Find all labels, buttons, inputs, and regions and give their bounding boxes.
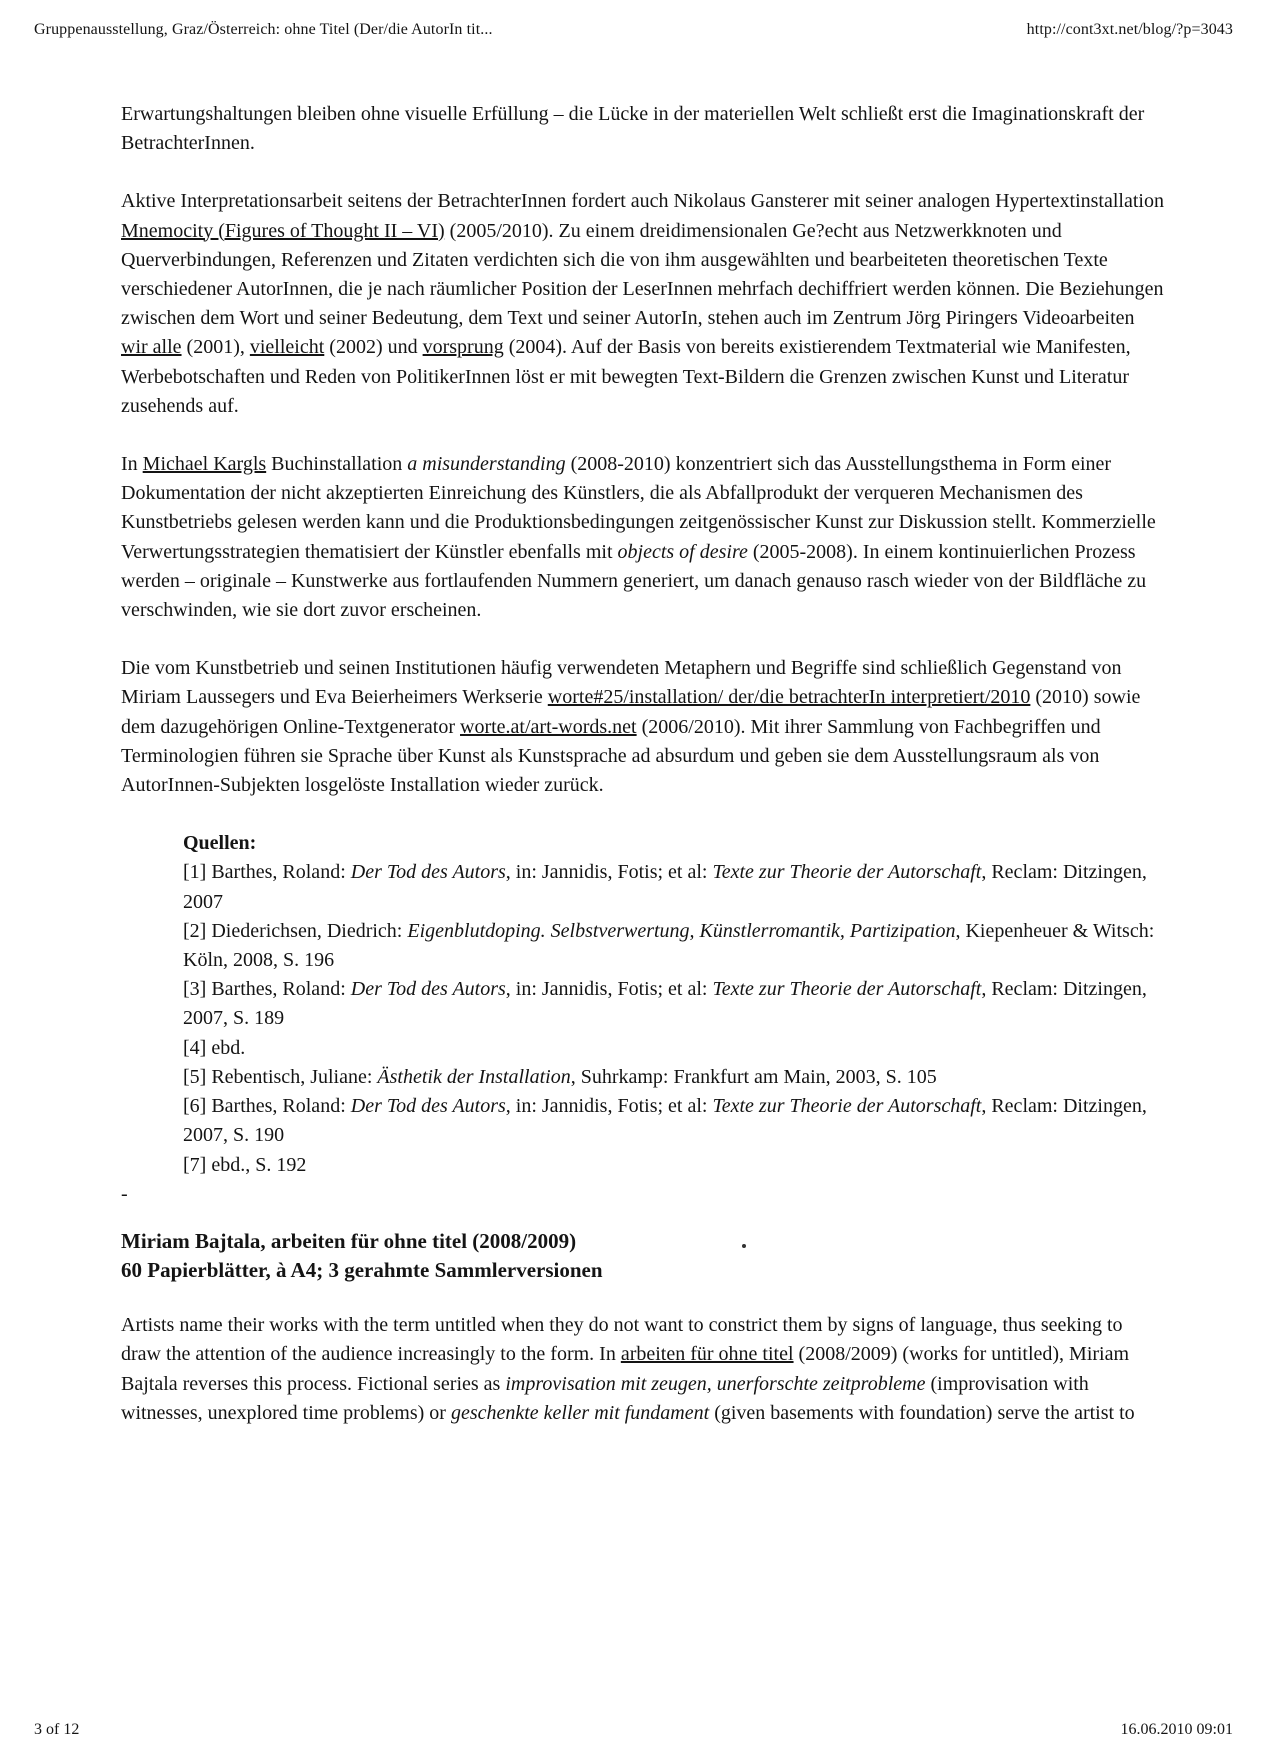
text-segment: (2008/2009) (works for untitled), Miriam Bajtala reverses this process. Fictional series as (121, 1343, 1130, 1395)
sources-list (183, 829, 1166, 1179)
text-segment: Die vom Kunstbetrieb und seinen Institutionen häufig verwendeten Metaphern und Begriffe sind schließlich Gegenstand von Miriam Laussegers und Eva Beierheimers Werkserie (121, 657, 1122, 709)
work-title: a misunderstanding (407, 453, 566, 476)
print-datetime: 16.06.2010 09:01 (1120, 1721, 1233, 1738)
source-item (183, 1092, 1166, 1150)
link-arbeiten-fuer-ohne-titel[interactable]: arbeiten für ohne titel (620, 1343, 794, 1366)
source-text: , Reclam: Ditzingen, 2007, S. 189 (183, 978, 1147, 1030)
text-segment: (2002) und (324, 336, 423, 359)
page-header-title: Gruppenausstellung, Graz/Österreich: ohne Titel (Der/die AutorIn tit... (34, 21, 493, 38)
source-title: Texte zur Theorie der Autorschaft (712, 1095, 982, 1118)
source-text: , Reclam: Ditzingen, 2007, S. 190 (183, 1095, 1147, 1147)
text-segment: Buchinstallation (266, 453, 408, 476)
source-text: , in: Jannidis, Fotis; et al: (505, 861, 713, 884)
text-segment: (2005-2008). In einem kontinuierlichen Prozess werden – originale – Kunstwerke aus fortlaufenden Nummern generiert, um danach genauso rasch wieder von der Bildfläche zu verschwinden, wie sie dort zuvor erscheinen. (121, 540, 1147, 622)
text-segment: (2008-2010) konzentriert sich das Ausstellungsthema in Form einer Dokumentation der nicht akzeptierten Einreichung des Künstlers, die als Abfallprodukt der verqueren Mechanismen des Kunstbetriebs gelesen werden kann und die Produktionsbedingungen zeitgenössischer Kunst zur Diskussion stellt. Kommerzielle Verwertungsstrategien thematisiert der Künstler ebenfalls mit (121, 453, 1156, 563)
text-segment: Artists name their works with the term untitled when they do not want to constrict them by signs of language, thus seeking to draw the attention of the audience increasingly to the form. In (121, 1314, 1123, 1366)
text-segment: (2010) sowie dem dazugehörigen Online-Textgenerator (121, 686, 1141, 738)
text-segment: (2006/2010). Mit ihrer Sammlung von Fachbegriffen und Terminologien führen sie Sprache über Kunst als Kunstsprache ad absurdum und geben sie dem Ausstellungsraum als von AutorInnen-Subjekten losgelöste Installation wieder zurück. (121, 715, 1101, 797)
link-mnemocity[interactable]: Mnemocity (Figures of Thought II – VI) (121, 219, 445, 242)
work-title: improvisation mit zeugen, unerforschte zeitprobleme (505, 1372, 926, 1395)
source-item: [7] ebd., S. 192 (183, 1153, 307, 1176)
source-author: [6] Barthes, Roland: (183, 1095, 351, 1118)
source-title: Texte zur Theorie der Autorschaft (712, 861, 982, 884)
source-title: Texte zur Theorie der Autorschaft (712, 978, 982, 1001)
page-header-url: http://cont3xt.net/blog/?p=3043 (1026, 21, 1233, 38)
work-title: geschenkte keller mit fundament (450, 1401, 710, 1424)
paragraph-kargl (121, 450, 1166, 625)
source-author: [2] Diederichsen, Diedrich: (183, 919, 408, 942)
separator-dash: - (121, 1182, 128, 1205)
source-text: , Reclam: Ditzingen, 2007 (183, 861, 1147, 913)
source-item (183, 917, 1166, 975)
paragraph-gansterer-piringer (121, 187, 1166, 421)
source-title: Der Tod des Autors (350, 861, 506, 884)
link-art-words[interactable]: worte.at/art-words.net (460, 715, 637, 738)
source-text: , Kiepenheuer & Witsch: Köln, 2008, S. 196 (183, 919, 1155, 972)
source-item (183, 975, 1166, 1033)
text-segment: (improvisation with witnesses, unexplored time problems) or (121, 1372, 1089, 1424)
link-wir-alle[interactable]: wir alle (121, 336, 182, 359)
link-vorsprung[interactable]: vorsprung (422, 336, 504, 359)
text-segment: (2001), (181, 336, 250, 359)
paragraph-lausseger-beierheimer (121, 654, 1166, 800)
section-heading-line: Miriam Bajtala, arbeiten für ohne titel (2008/2009) (121, 1228, 577, 1253)
source-title: Ästhetik der Installation (377, 1065, 571, 1088)
source-item (183, 1063, 1166, 1092)
page-number: 3 of 12 (34, 1721, 80, 1738)
text-segment: In (121, 453, 143, 476)
sources-heading: Quellen: (183, 832, 257, 855)
source-item: [4] ebd. (183, 1036, 246, 1059)
section-heading-line: 60 Papierblätter, à A4; 3 gerahmte Sammlerversionen (121, 1257, 603, 1282)
source-text: , Suhrkamp: Frankfurt am Main, 2003, S. 105 (570, 1065, 937, 1088)
text-segment: Aktive Interpretationsarbeit seitens der BetrachterInnen fordert auch Nikolaus Gansterer mit seiner analogen Hypertextinstallation (121, 190, 1164, 213)
source-item (183, 858, 1166, 916)
source-author: [5] Rebentisch, Juliane: (183, 1065, 378, 1088)
source-title: Der Tod des Autors (350, 1095, 506, 1118)
link-vielleicht[interactable]: vielleicht (249, 336, 325, 359)
text-segment: (2004). Auf der Basis von bereits existierendem Textmaterial wie Manifesten, Werbebotschaften und Reden von PolitikerInnen löst er mit bewegten Text-Bildern die Grenzen zwischen Kunst und Literatur zusehends auf. (121, 336, 1131, 417)
work-title: objects of desire (617, 540, 748, 563)
source-text: , in: Jannidis, Fotis; et al: (505, 978, 713, 1001)
source-title: Der Tod des Autors (350, 978, 506, 1001)
source-text: , in: Jannidis, Fotis; et al: (505, 1095, 713, 1118)
article-body (121, 100, 1166, 1457)
source-title: Eigenblutdoping. Selbstverwertung, Künstlerromantik, Partizipation (407, 919, 956, 942)
section-heading (121, 1227, 1166, 1285)
text-segment: (given basements with foundation) serve the artist to (709, 1401, 1135, 1424)
link-worte-installation[interactable]: worte#25/installation/ der/die betrachterIn interpretiert/2010 (547, 686, 1031, 709)
text-segment: (2005/2010). Zu einem dreidimensionalen Ge?echt aus Netzwerkknoten und Querverbindungen, Referenzen und Zitaten verdichten sich die von ihm ausgewählten und bearbeiteten theoretischen Texte verschiedener AutorInnen, die je nach räumlicher Position der LeserInnen mehrfach dechiffriert werden können. Die Beziehungen zwischen dem Wort und seiner Bedeutung, dem Text und seiner AutorIn, stehen auch im Zentrum Jörg Piringers Videoarbeiten (121, 219, 1164, 330)
paragraph-bajtala (121, 1311, 1166, 1428)
scan-dot (742, 1244, 746, 1248)
source-author: [1] Barthes, Roland: (183, 861, 351, 884)
link-michael-kargls[interactable]: Michael Kargls (142, 453, 267, 476)
paragraph-imagination: Erwartungshaltungen bleiben ohne visuelle Erfüllung – die Lücke in der materiellen Welt schließt erst die Imaginationskraft der BetrachterInnen. (121, 103, 1145, 155)
source-author: [3] Barthes, Roland: (183, 978, 351, 1001)
